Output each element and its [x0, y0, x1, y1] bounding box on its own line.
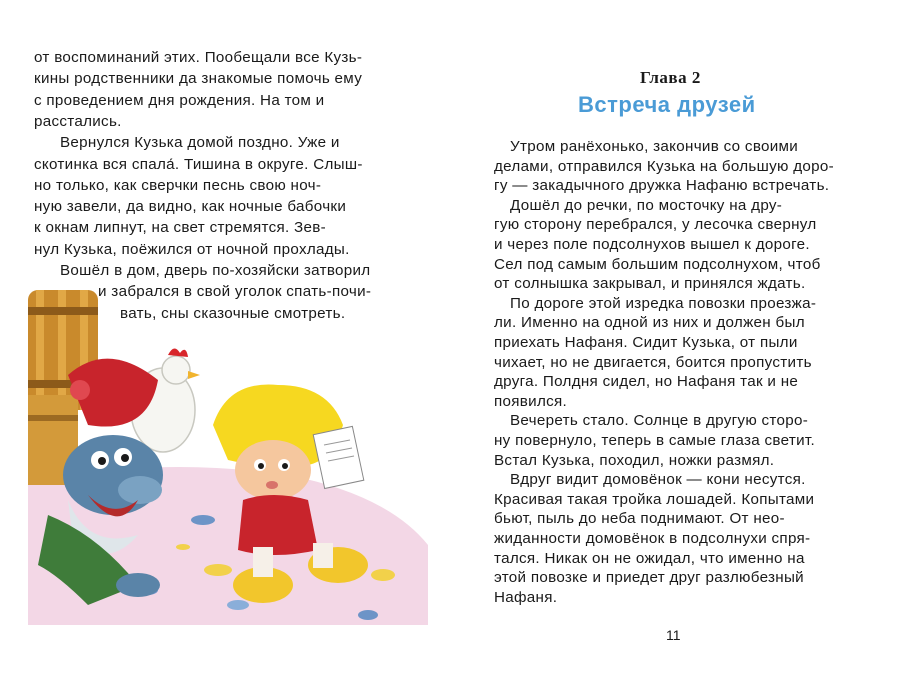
text-line: друга. Полдня сидел, но Нафаня так и не: [494, 373, 799, 391]
text-line: Утром ранёхонько, закончив со своими: [510, 138, 799, 155]
illustration-kuzka-and-grandpa: [28, 285, 428, 625]
pebble: [227, 600, 249, 610]
kuzka-face: [235, 440, 311, 500]
text-line: с проведением дня рождения. На том и: [34, 91, 325, 109]
text-line: приехать Нафаня. Сидит Кузька, от пыли: [494, 334, 798, 351]
text-line: гу — закадычного дружка Нафаню встречать.: [494, 177, 830, 195]
pebble: [204, 564, 232, 576]
pebble: [191, 515, 215, 525]
pebble: [176, 544, 190, 550]
text-line: этой повозке и приедет друг разлюбезный: [494, 569, 804, 587]
text-line: ную завели, да видно, как ночные бабочки: [34, 198, 347, 216]
text-line: от солнышка закрывал, и принялся ждать.: [494, 275, 806, 293]
text-line: чихает, но не двигается, боится пропустить: [494, 353, 812, 371]
text-line: нул Кузька, поёжился от ночной прохлады.: [34, 240, 350, 258]
text-line: По дороге этой изредка повозки проезжа-: [510, 294, 817, 312]
text-line: делами, отправился Кузька на большую доро-: [494, 157, 834, 175]
text-line: Вдруг видит домовёнок — кони несутся.: [510, 471, 806, 489]
text-line: вать, сны сказочные смотреть.: [120, 304, 346, 322]
pebble: [358, 610, 378, 620]
text-line: Дошёл до речки, по мосточку на дру-: [510, 196, 783, 214]
text-line: расстались.: [34, 112, 122, 130]
text-line: Красивая такая тройка лошадей. Копытами: [494, 490, 815, 508]
text-line: Нафаня.: [494, 588, 558, 606]
text-line: ли. Именно на одной из них и должен был: [494, 314, 805, 332]
text-line: Вечереть стало. Солнце в другую сторо-: [510, 412, 809, 430]
text-line: от воспоминаний этих. Пообещали все Кузь-: [34, 49, 363, 66]
text-line: Вошёл в дом, дверь по-хозяйски затворил: [60, 262, 371, 279]
text-line: но только, как сверчки песнь свою ноч-: [34, 176, 322, 194]
text-line: жиданности домовёнок в подсолнухи спря-: [494, 530, 811, 547]
text-line: скотинка вся спала́. Тишина в округе. Слыш-: [34, 155, 363, 173]
text-line: и через поле подсолнухов вышел к дороге.: [494, 236, 810, 253]
text-line: Встал Кузька, походил, ножки размял.: [494, 451, 775, 469]
text-line: гую сторону перебрался, у лесочка свернул: [494, 216, 817, 234]
page-number: 11: [666, 627, 681, 643]
right-page: [450, 0, 900, 675]
text-line: к окнам липнут, на свет стремятся. Зев-: [34, 219, 326, 237]
text-line: кины родственники да знакомые помочь ему: [34, 70, 363, 88]
chapter-title: Встреча друзей: [578, 92, 756, 117]
text-line: ну повернуло, теперь в самые глаза светит.: [494, 432, 815, 449]
kuzka-shirt: [238, 495, 318, 555]
text-line: тался. Никак он не ожидал, что именно на: [494, 549, 805, 567]
text-line: и забрался в свой уголок спать-почи-: [98, 283, 372, 301]
pebble: [371, 569, 395, 581]
text-line: Вернулся Кузька домой поздно. Уже и: [60, 134, 340, 152]
text-line: бьют, пыль до неба поднимают. От нео-: [494, 510, 785, 528]
grandpa-hand: [116, 573, 160, 597]
letter: [313, 426, 364, 488]
text-line: появился.: [494, 392, 568, 410]
chapter-label: Глава 2: [640, 68, 701, 87]
text-line: Сел под самым большим подсолнухом, чтоб: [494, 255, 821, 273]
